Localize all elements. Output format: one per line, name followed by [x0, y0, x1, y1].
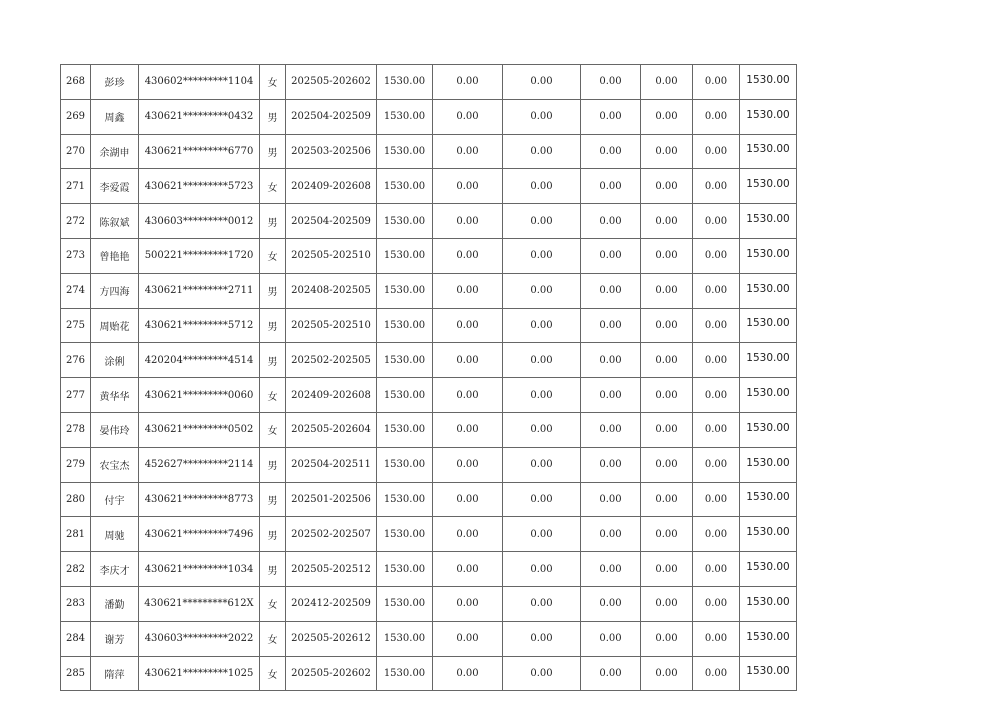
deduction-cell: 0.00	[503, 482, 581, 517]
total-cell: 1530.00	[740, 517, 797, 552]
row-number-cell: 284	[61, 621, 91, 656]
table-row	[61, 308, 797, 343]
deduction-cell: 0.00	[581, 343, 641, 378]
table-row	[61, 517, 797, 552]
deduction-cell: 0.00	[641, 343, 693, 378]
deduction-cell: 0.00	[433, 482, 503, 517]
total-cell: 1530.00	[740, 447, 797, 482]
deduction-cell: 0.00	[503, 273, 581, 308]
deduction-cell: 0.00	[433, 412, 503, 447]
deduction-cell: 0.00	[641, 169, 693, 204]
total-cell: 1530.00	[740, 169, 797, 204]
name-cell: 曾艳艳	[91, 238, 139, 273]
id-number-cell: 452627*********2114	[139, 447, 260, 482]
total-cell: 1530.00	[740, 134, 797, 169]
deduction-cell: 0.00	[693, 621, 740, 656]
name-cell: 付宇	[91, 482, 139, 517]
name-cell: 潘勤	[91, 586, 139, 621]
deduction-cell: 0.00	[503, 169, 581, 204]
deduction-cell: 0.00	[581, 482, 641, 517]
deduction-cell: 0.00	[641, 586, 693, 621]
table-body	[61, 65, 797, 691]
total-cell: 1530.00	[740, 204, 797, 239]
period-cell: 202505-202510	[286, 238, 377, 273]
deduction-cell: 0.00	[641, 99, 693, 134]
period-cell: 202408-202505	[286, 273, 377, 308]
deduction-cell: 0.00	[503, 656, 581, 691]
name-cell: 周贻花	[91, 308, 139, 343]
amount-cell: 1530.00	[377, 378, 433, 413]
total-cell: 1530.00	[740, 238, 797, 273]
deduction-cell: 0.00	[693, 308, 740, 343]
period-cell: 202505-202602	[286, 65, 377, 100]
deduction-cell: 0.00	[503, 552, 581, 587]
amount-cell: 1530.00	[377, 238, 433, 273]
period-cell: 202505-202612	[286, 621, 377, 656]
deduction-cell: 0.00	[503, 412, 581, 447]
row-number-cell: 278	[61, 412, 91, 447]
gender-cell: 男	[260, 482, 286, 517]
deduction-cell: 0.00	[641, 482, 693, 517]
total-cell: 1530.00	[740, 99, 797, 134]
deduction-cell: 0.00	[503, 378, 581, 413]
deduction-cell: 0.00	[503, 343, 581, 378]
deduction-cell: 0.00	[433, 308, 503, 343]
period-cell: 202502-202507	[286, 517, 377, 552]
total-cell: 1530.00	[740, 482, 797, 517]
table-row	[61, 273, 797, 308]
table-row	[61, 482, 797, 517]
id-number-cell: 430621*********6770	[139, 134, 260, 169]
deduction-cell: 0.00	[503, 99, 581, 134]
amount-cell: 1530.00	[377, 204, 433, 239]
deduction-cell: 0.00	[641, 238, 693, 273]
deduction-cell: 0.00	[433, 378, 503, 413]
id-number-cell: 430621*********5723	[139, 169, 260, 204]
deduction-cell: 0.00	[581, 204, 641, 239]
gender-cell: 男	[260, 134, 286, 169]
total-cell: 1530.00	[740, 343, 797, 378]
amount-cell: 1530.00	[377, 169, 433, 204]
name-cell: 方四海	[91, 273, 139, 308]
row-number-cell: 285	[61, 656, 91, 691]
deduction-cell: 0.00	[641, 273, 693, 308]
deduction-cell: 0.00	[581, 99, 641, 134]
amount-cell: 1530.00	[377, 308, 433, 343]
period-cell: 202409-202608	[286, 378, 377, 413]
deduction-cell: 0.00	[693, 273, 740, 308]
deduction-cell: 0.00	[693, 238, 740, 273]
deduction-cell: 0.00	[581, 169, 641, 204]
gender-cell: 女	[260, 378, 286, 413]
deduction-cell: 0.00	[641, 621, 693, 656]
table-row	[61, 238, 797, 273]
gender-cell: 女	[260, 65, 286, 100]
row-number-cell: 274	[61, 273, 91, 308]
deduction-cell: 0.00	[581, 308, 641, 343]
total-cell: 1530.00	[740, 308, 797, 343]
deduction-cell: 0.00	[433, 447, 503, 482]
period-cell: 202505-202602	[286, 656, 377, 691]
deduction-cell: 0.00	[693, 378, 740, 413]
amount-cell: 1530.00	[377, 656, 433, 691]
amount-cell: 1530.00	[377, 412, 433, 447]
id-number-cell: 430602*********1104	[139, 65, 260, 100]
gender-cell: 女	[260, 238, 286, 273]
name-cell: 晏伟玲	[91, 412, 139, 447]
deduction-cell: 0.00	[503, 65, 581, 100]
deduction-cell: 0.00	[641, 65, 693, 100]
deduction-cell: 0.00	[641, 134, 693, 169]
deduction-cell: 0.00	[581, 273, 641, 308]
deduction-cell: 0.00	[581, 134, 641, 169]
total-cell: 1530.00	[740, 378, 797, 413]
gender-cell: 男	[260, 552, 286, 587]
row-number-cell: 280	[61, 482, 91, 517]
deduction-cell: 0.00	[693, 412, 740, 447]
deduction-cell: 0.00	[433, 238, 503, 273]
row-number-cell: 272	[61, 204, 91, 239]
gender-cell: 男	[260, 99, 286, 134]
gender-cell: 男	[260, 343, 286, 378]
gender-cell: 男	[260, 273, 286, 308]
deduction-cell: 0.00	[581, 378, 641, 413]
total-cell: 1530.00	[740, 65, 797, 100]
deduction-cell: 0.00	[693, 99, 740, 134]
deduction-cell: 0.00	[693, 586, 740, 621]
deduction-cell: 0.00	[433, 656, 503, 691]
name-cell: 彭珍	[91, 65, 139, 100]
name-cell: 谢芳	[91, 621, 139, 656]
row-number-cell: 269	[61, 99, 91, 134]
deduction-cell: 0.00	[641, 412, 693, 447]
deduction-cell: 0.00	[433, 169, 503, 204]
table-row	[61, 621, 797, 656]
amount-cell: 1530.00	[377, 273, 433, 308]
name-cell: 周鑫	[91, 99, 139, 134]
id-number-cell: 430621*********0502	[139, 412, 260, 447]
amount-cell: 1530.00	[377, 621, 433, 656]
table-row	[61, 204, 797, 239]
period-cell: 202412-202509	[286, 586, 377, 621]
amount-cell: 1530.00	[377, 447, 433, 482]
deduction-cell: 0.00	[503, 621, 581, 656]
deduction-cell: 0.00	[503, 517, 581, 552]
row-number-cell: 279	[61, 447, 91, 482]
deduction-cell: 0.00	[693, 656, 740, 691]
id-number-cell: 500221*********1720	[139, 238, 260, 273]
deduction-cell: 0.00	[581, 656, 641, 691]
row-number-cell: 270	[61, 134, 91, 169]
deduction-cell: 0.00	[693, 65, 740, 100]
gender-cell: 女	[260, 621, 286, 656]
deduction-cell: 0.00	[641, 308, 693, 343]
table-row	[61, 343, 797, 378]
name-cell: 涂俐	[91, 343, 139, 378]
deduction-cell: 0.00	[641, 656, 693, 691]
period-cell: 202505-202604	[286, 412, 377, 447]
deduction-cell: 0.00	[433, 65, 503, 100]
row-number-cell: 276	[61, 343, 91, 378]
gender-cell: 女	[260, 586, 286, 621]
id-number-cell: 430621*********0432	[139, 99, 260, 134]
period-cell: 202501-202506	[286, 482, 377, 517]
deduction-cell: 0.00	[693, 482, 740, 517]
deduction-cell: 0.00	[641, 552, 693, 587]
row-number-cell: 281	[61, 517, 91, 552]
id-number-cell: 430603*********0012	[139, 204, 260, 239]
gender-cell: 女	[260, 412, 286, 447]
gender-cell: 男	[260, 517, 286, 552]
period-cell: 202409-202608	[286, 169, 377, 204]
name-cell: 李庆才	[91, 552, 139, 587]
amount-cell: 1530.00	[377, 517, 433, 552]
deduction-cell: 0.00	[503, 134, 581, 169]
period-cell: 202505-202512	[286, 552, 377, 587]
name-cell: 黄华华	[91, 378, 139, 413]
gender-cell: 女	[260, 656, 286, 691]
amount-cell: 1530.00	[377, 99, 433, 134]
total-cell: 1530.00	[740, 273, 797, 308]
total-cell: 1530.00	[740, 552, 797, 587]
id-number-cell: 430621*********1025	[139, 656, 260, 691]
amount-cell: 1530.00	[377, 552, 433, 587]
deduction-cell: 0.00	[433, 343, 503, 378]
deduction-cell: 0.00	[693, 552, 740, 587]
deduction-cell: 0.00	[433, 517, 503, 552]
deduction-cell: 0.00	[641, 204, 693, 239]
table-row	[61, 552, 797, 587]
amount-cell: 1530.00	[377, 65, 433, 100]
deduction-cell: 0.00	[693, 447, 740, 482]
deduction-cell: 0.00	[433, 204, 503, 239]
deduction-cell: 0.00	[433, 273, 503, 308]
table-row	[61, 586, 797, 621]
period-cell: 202504-202511	[286, 447, 377, 482]
deduction-cell: 0.00	[693, 134, 740, 169]
deduction-cell: 0.00	[503, 586, 581, 621]
amount-cell: 1530.00	[377, 134, 433, 169]
amount-cell: 1530.00	[377, 482, 433, 517]
row-number-cell: 268	[61, 65, 91, 100]
period-cell: 202505-202510	[286, 308, 377, 343]
row-number-cell: 277	[61, 378, 91, 413]
total-cell: 1530.00	[740, 586, 797, 621]
deduction-cell: 0.00	[641, 517, 693, 552]
row-number-cell: 283	[61, 586, 91, 621]
gender-cell: 男	[260, 308, 286, 343]
deduction-cell: 0.00	[581, 238, 641, 273]
deduction-cell: 0.00	[581, 447, 641, 482]
table-row	[61, 447, 797, 482]
deduction-cell: 0.00	[581, 412, 641, 447]
deduction-cell: 0.00	[693, 517, 740, 552]
id-number-cell: 420204*********4514	[139, 343, 260, 378]
total-cell: 1530.00	[740, 656, 797, 691]
deduction-cell: 0.00	[581, 621, 641, 656]
table-row	[61, 134, 797, 169]
id-number-cell: 430621*********612X	[139, 586, 260, 621]
gender-cell: 女	[260, 169, 286, 204]
id-number-cell: 430621*********7496	[139, 517, 260, 552]
period-cell: 202504-202509	[286, 204, 377, 239]
deduction-cell: 0.00	[693, 169, 740, 204]
deduction-cell: 0.00	[693, 343, 740, 378]
deduction-cell: 0.00	[641, 378, 693, 413]
deduction-cell: 0.00	[503, 204, 581, 239]
subsidy-table	[60, 64, 797, 691]
deduction-cell: 0.00	[581, 517, 641, 552]
deduction-cell: 0.00	[503, 238, 581, 273]
name-cell: 李爱霞	[91, 169, 139, 204]
name-cell: 隋萍	[91, 656, 139, 691]
deduction-cell: 0.00	[581, 552, 641, 587]
gender-cell: 男	[260, 447, 286, 482]
period-cell: 202503-202506	[286, 134, 377, 169]
id-number-cell: 430621*********8773	[139, 482, 260, 517]
deduction-cell: 0.00	[433, 99, 503, 134]
total-cell: 1530.00	[740, 412, 797, 447]
amount-cell: 1530.00	[377, 586, 433, 621]
id-number-cell: 430621*********1034	[139, 552, 260, 587]
id-number-cell: 430621*********5712	[139, 308, 260, 343]
deduction-cell: 0.00	[581, 586, 641, 621]
total-cell: 1530.00	[740, 621, 797, 656]
deduction-cell: 0.00	[433, 586, 503, 621]
row-number-cell: 275	[61, 308, 91, 343]
gender-cell: 男	[260, 204, 286, 239]
deduction-cell: 0.00	[503, 447, 581, 482]
table-row	[61, 65, 797, 100]
deduction-cell: 0.00	[693, 204, 740, 239]
table-row	[61, 99, 797, 134]
deduction-cell: 0.00	[433, 621, 503, 656]
deduction-cell: 0.00	[433, 552, 503, 587]
table-row	[61, 412, 797, 447]
name-cell: 周驰	[91, 517, 139, 552]
amount-cell: 1530.00	[377, 343, 433, 378]
period-cell: 202502-202505	[286, 343, 377, 378]
id-number-cell: 430621*********0060	[139, 378, 260, 413]
row-number-cell: 273	[61, 238, 91, 273]
row-number-cell: 282	[61, 552, 91, 587]
deduction-cell: 0.00	[581, 65, 641, 100]
deduction-cell: 0.00	[433, 134, 503, 169]
deduction-cell: 0.00	[503, 308, 581, 343]
row-number-cell: 271	[61, 169, 91, 204]
table-row	[61, 656, 797, 691]
name-cell: 陈叙斌	[91, 204, 139, 239]
id-number-cell: 430603*********2022	[139, 621, 260, 656]
period-cell: 202504-202509	[286, 99, 377, 134]
id-number-cell: 430621*********2711	[139, 273, 260, 308]
name-cell: 余湖申	[91, 134, 139, 169]
table-row	[61, 378, 797, 413]
table-row	[61, 169, 797, 204]
deduction-cell: 0.00	[641, 447, 693, 482]
name-cell: 农宝杰	[91, 447, 139, 482]
